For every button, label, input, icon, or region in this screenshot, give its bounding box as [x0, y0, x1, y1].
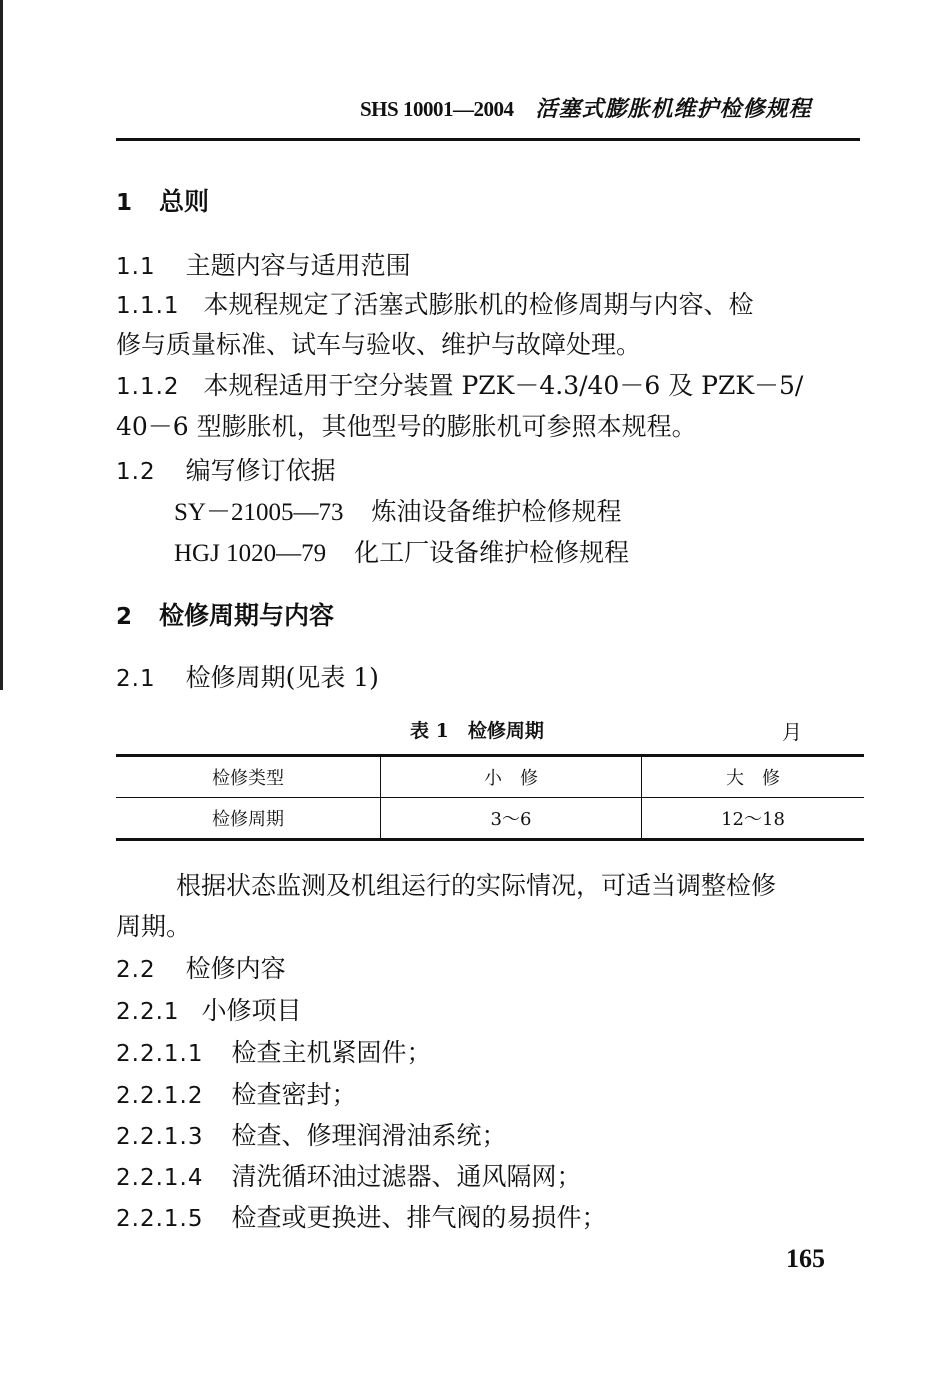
- reference-code: SY－21005—73: [174, 499, 344, 526]
- table-cell: 检修周期: [116, 798, 381, 840]
- list-item: [116, 1079, 356, 1112]
- item-number: 2.2.1.4: [116, 1165, 204, 1191]
- page-edge-shadow: [0, 0, 3, 690]
- reference-standard: [174, 537, 629, 570]
- table-cell: 小 修: [381, 756, 642, 798]
- page-number: 165: [786, 1244, 825, 1273]
- running-header: [360, 92, 860, 128]
- table-row: [116, 756, 864, 798]
- section-1-heading: [116, 186, 209, 219]
- reference-name: 化工厂设备维护检修规程: [354, 538, 630, 567]
- list-item: [116, 1120, 506, 1153]
- standard-code: SHS 10001—2004: [360, 97, 514, 121]
- list-item: [116, 1202, 606, 1235]
- clause-number: 1.1.1: [116, 293, 180, 319]
- section-title: 主题内容与适用范围: [185, 251, 411, 280]
- standard-title: 活塞式膨胀机维护检修规程: [535, 96, 812, 122]
- item-number: 2.2.1.5: [116, 1206, 204, 1232]
- section-number: 1: [116, 190, 134, 216]
- table-caption: 表 1 检修周期: [410, 720, 544, 742]
- header-rule: [116, 138, 860, 141]
- item-number: 2.2.1.1: [116, 1041, 204, 1067]
- list-item: [116, 1161, 581, 1194]
- item-number: 2.2.1.3: [116, 1124, 204, 1150]
- section-number: 1.2: [116, 459, 156, 485]
- section-number: 2.2: [116, 957, 156, 983]
- section-title: 总则: [159, 187, 210, 216]
- section-title: 编写修订依据: [185, 456, 336, 485]
- table-cell: 3～6: [381, 798, 642, 840]
- section-2-2-1-heading: [116, 995, 302, 1028]
- section-title: 小修项目: [201, 996, 302, 1025]
- item-text: 检查或更换进、排气阀的易损件；: [231, 1203, 607, 1232]
- section-1-1-heading: [116, 250, 411, 283]
- cycle-adjustment-note: 根据状态监测及机组运行的实际情况，可适当调整检修: [176, 871, 777, 900]
- list-item: [116, 1037, 431, 1070]
- clause-text: 本规程规定了活塞式膨胀机的检修周期与内容、检: [203, 290, 754, 319]
- clause-1-1-2-continued: 40－6 型膨胀机，其他型号的膨胀机可参照本规程。: [116, 412, 697, 441]
- section-2-heading: [116, 600, 334, 633]
- reference-name: 炼油设备维护检修规程: [371, 497, 622, 526]
- reference-standard: [174, 496, 621, 529]
- section-title: 检修周期(见表 1): [185, 663, 379, 692]
- clause-1-1-1-continued: 修与质量标准、试车与验收、维护与故障处理。: [116, 330, 642, 359]
- item-text: 清洗循环油过滤器、通风隔网；: [231, 1162, 582, 1191]
- clause-text: 本规程适用于空分装置 PZK－4.3/40－6 及 PZK－5/: [203, 371, 804, 400]
- table-cell: 检修类型: [116, 756, 381, 798]
- item-text: 检查、修理润滑油系统；: [231, 1121, 507, 1150]
- section-1-2-heading: [116, 455, 336, 488]
- clause-1-1-1: [116, 289, 754, 322]
- section-title: 检修周期与内容: [159, 601, 335, 630]
- cycle-adjustment-note-continued: 周期。: [116, 912, 192, 941]
- section-number: 2: [116, 604, 134, 630]
- section-2-2-heading: [116, 953, 286, 986]
- section-title: 检修内容: [185, 954, 286, 983]
- maintenance-cycle-table: [116, 754, 864, 841]
- clause-1-1-2: [116, 370, 803, 403]
- clause-number: 1.1.2: [116, 374, 180, 400]
- table-unit: 月: [782, 720, 802, 744]
- section-number: 2.2.1: [116, 999, 180, 1025]
- reference-code: HGJ 1020—79: [174, 540, 327, 567]
- item-number: 2.2.1.2: [116, 1083, 204, 1109]
- table-cell: 大 修: [642, 756, 865, 798]
- section-number: 2.1: [116, 666, 156, 692]
- table-cell: 12～18: [642, 798, 865, 840]
- table-row: [116, 798, 864, 840]
- section-2-1-heading: [116, 662, 379, 695]
- section-number: 1.1: [116, 254, 156, 280]
- item-text: 检查密封；: [231, 1080, 357, 1109]
- item-text: 检查主机紧固件；: [231, 1038, 432, 1067]
